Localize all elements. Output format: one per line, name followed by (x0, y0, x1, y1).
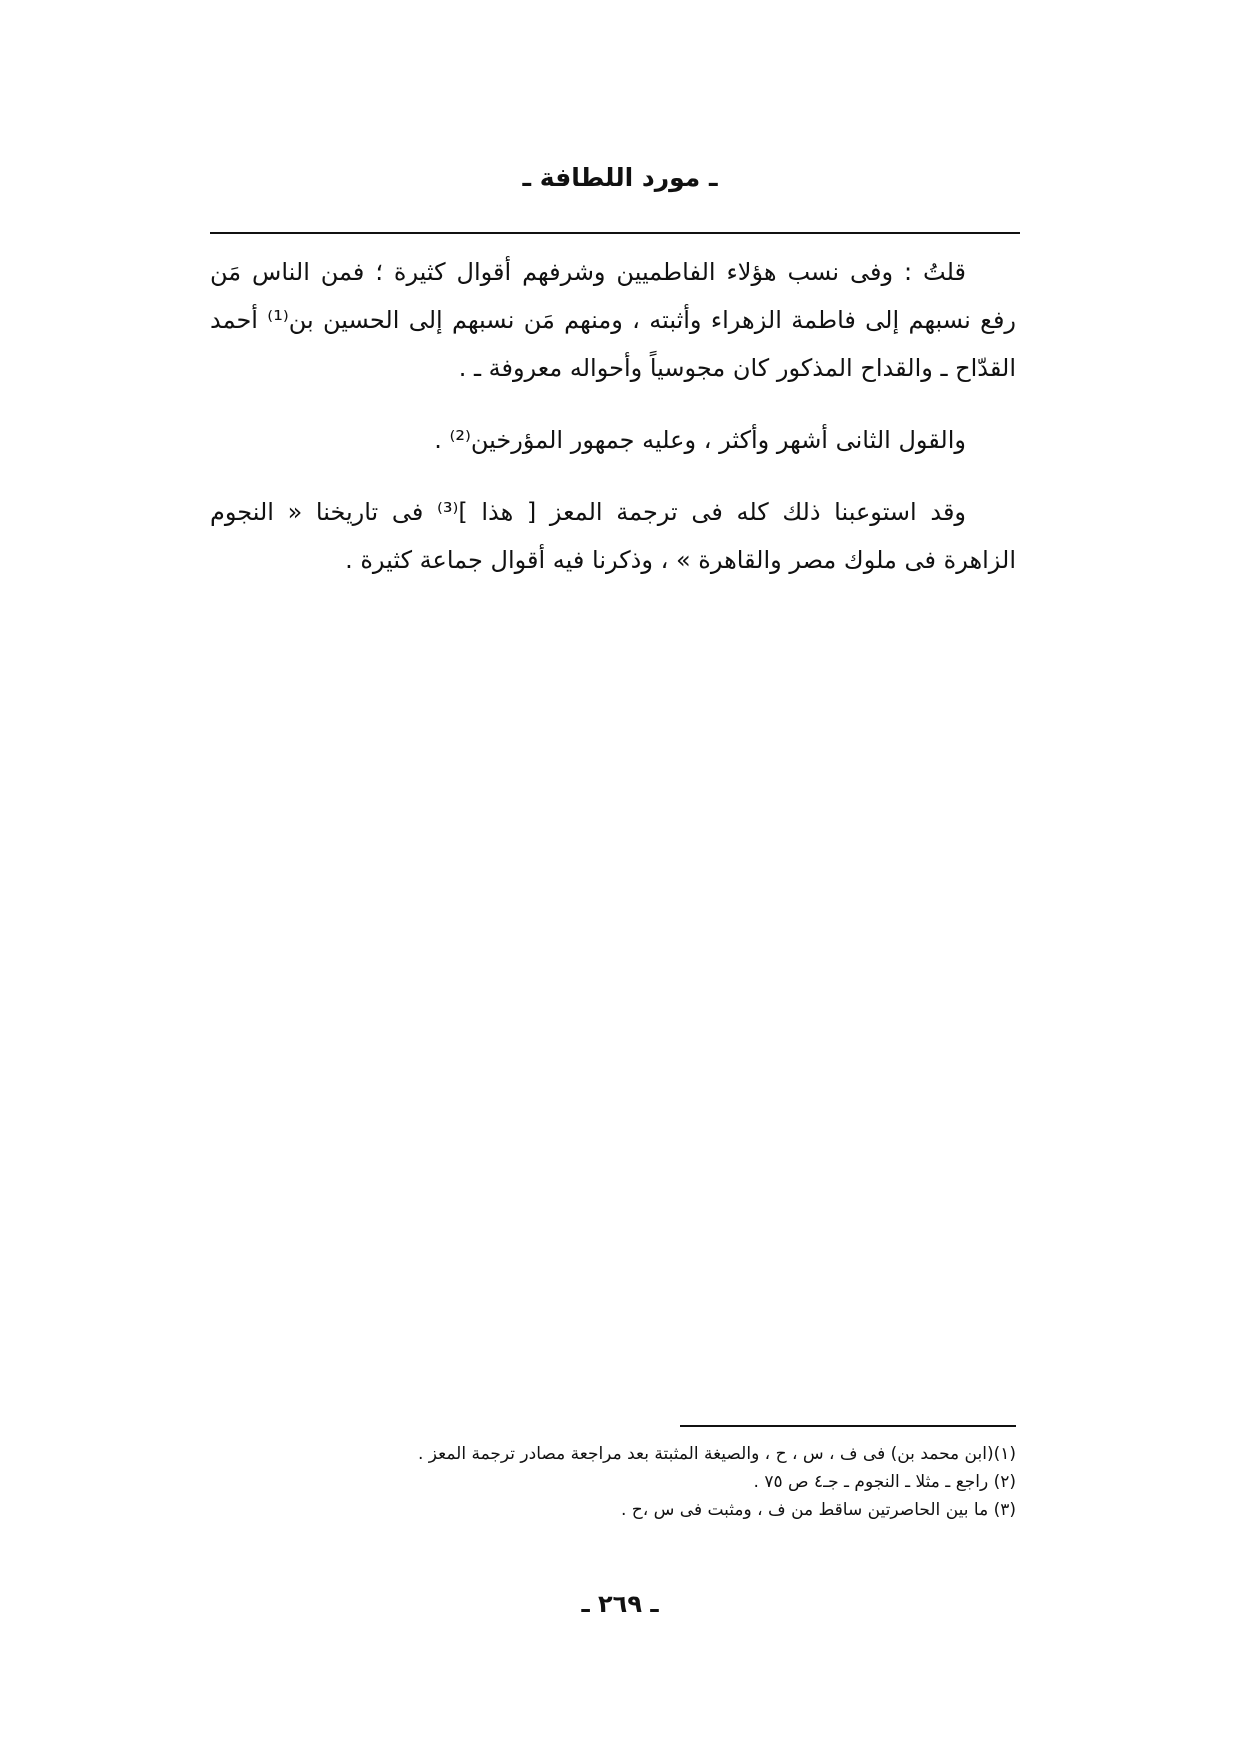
paragraph-1: قلتُ : وفى نسب هؤلاء الفاطميين وشرفهم أقوال كثيرة ؛ فمن الناس مَن رفع نسبهم إلى فاطمة الزهراء وأثبته ، ومنهم مَن نسبهم إلى الحسين بن⁽¹⁾ أحمد القدّاح ـ والقداح المذكور كان مجوسياً وأحواله معروفة ـ . (210, 258, 1017, 382)
header-divider (210, 232, 1020, 234)
footnote-1: (١)(ابن محمد بن) فى ف ، س ، ح ، والصيغة المثبتة بعد مراجعة مصادر ترجمة المعز . (417, 1444, 1016, 1464)
footnote-divider (680, 1425, 1016, 1427)
paragraph-3: وقد استوعبنا ذلك كله فى ترجمة المعز [ هذا ]⁽³⁾ فى تاريخنا « النجوم الزاهرة فى ملوك مصر والقاهرة » ، وذكرنا فيه أقوال جماعة كثيرة . (210, 498, 1016, 574)
footnote-2: (٢) راجع ـ مثلا ـ النجوم ـ جـ٤ ص ٧٥ . (753, 1472, 1016, 1492)
paragraph-2: والقول الثانى أشهر وأكثر ، وعليه جمهور المؤرخين⁽²⁾ . (434, 426, 966, 454)
running-title: ـ مورد اللطافة ـ (522, 163, 718, 192)
main-text (210, 248, 1016, 608)
page-number: ـ ٢٦٩ ـ (581, 1590, 659, 1618)
footnote-3: (٣) ما بين الحاصرتين ساقط من ف ، ومثبت فى س ،ح . (620, 1500, 1016, 1520)
footnotes (210, 1440, 1016, 1524)
